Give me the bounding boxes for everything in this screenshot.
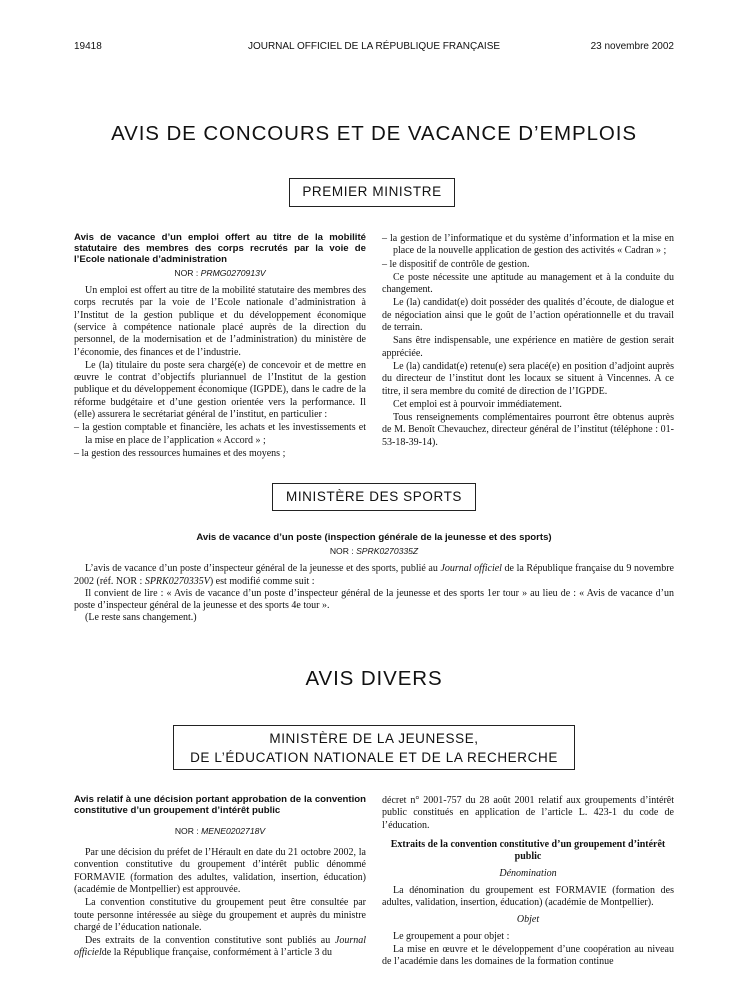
paragraph: Le (la) candidat(e) retenu(e) sera placé(e) en position d’adjoint auprès du directeur de l’institut dont les locaux se situent à Vincennes. A ce titre, il sera membre du comité de direction de l’IGPDE. — [382, 360, 674, 397]
running-header — [74, 41, 674, 55]
ministry-box-education — [173, 725, 575, 770]
section-title-concours: AVIS DE CONCOURS ET DE VACANCE D’EMPLOIS — [111, 122, 637, 145]
paragraph: La convention constitutive du groupement peut être consultée par toute personne intéressée au siège du groupement et auprès du ministre chargé de l’éducation nationale. — [74, 897, 366, 933]
paragraph: Il convient de lire : « Avis de vacance d’un poste d’inspecteur général de la jeunesse et des sports 1er tour » au lieu de : « Avis de vacance d’un poste d’inspecteur général de la jeunesse et des sports 4e tour ». — [74, 587, 674, 612]
paragraph: décret n° 2001-757 du 28 août 2001 relatif aux groupements d’intérêt public constitués en application de l’article L. 423-1 du code de l’éducation. — [382, 795, 674, 831]
subheading-denomination: Dénomination — [499, 868, 557, 880]
article-title: Avis relatif à une décision portant approbation de la convention constitutive d’un groupement d’intérêt public — [74, 794, 366, 816]
paragraph: Le groupement a pour objet : — [393, 930, 510, 942]
journal-title: JOURNAL OFFICIEL DE LA RÉPUBLIQUE FRANÇAISE — [247, 41, 501, 52]
article-mobilite-right-column — [382, 233, 674, 450]
paragraph: L’avis de vacance d’un poste d’inspecteur général de la jeunesse et des sports, publié au Journal officiel de la République française du 9 novembre 2002 (réf. NOR : SPRK0270335V) est modifié comme suit : — [74, 563, 674, 587]
ministry-box-premier-ministre: PREMIER MINISTRE — [289, 178, 455, 207]
article-title: Avis de vacance d’un emploi offert au titre de la mobilité statutaire des membres des corps recrutés par la voie de l’Ecole nationale d’administration — [74, 232, 366, 265]
paragraph: (Le reste sans changement.) — [85, 612, 197, 624]
paragraph: La mise en œuvre et le développement d’une coopération au niveau de l’académie dans les domaines de la formation continue — [382, 943, 674, 968]
article-gip-right-column — [382, 795, 674, 970]
list-item: – la gestion de l’informatique et du système d’information et la mise en place de la nouvelle application de gestion des activités « Cadran » ; — [382, 233, 674, 257]
issue-date: 23 novembre 2002 — [590, 41, 674, 52]
paragraph: Le (la) titulaire du poste sera chargé(e) de concevoir et de mettre en œuvre le contrat d’objectifs pluriannuel de l’Institut de la gestion publique et du développement économique (IGPDE), dans le cadre de la réforme budgétaire et d’une gestion orientée vers la performance. Il (elle) assurera le secrétariat général de l’institut, en particulier : — [74, 359, 366, 420]
nor-reference: NOR : SPRK0270335Z — [329, 545, 419, 556]
paragraph: Cet emploi est à pourvoir immédiatement. — [393, 398, 562, 410]
article-sports — [74, 533, 674, 625]
paragraph: Un emploi est offert au titre de la mobilité statutaire des membres des corps recrutés par la voie de l’Ecole nationale d’administration à l’Institut de la gestion publique et du développement économique (service à compétence nationale placé auprès de la direction du personnel, de la modernisation et de l’administration) du ministère de l’économie, des finances et de l’industrie. — [74, 285, 366, 358]
ministry-box-sports: MINISTÈRE DES SPORTS — [272, 483, 476, 511]
paragraph: Ce poste nécessite une aptitude au management et à la conduite du changement. — [382, 271, 674, 296]
subheading-objet: Objet — [516, 914, 540, 926]
paragraph: Tous renseignements complémentaires pourront être obtenus auprès de M. Benoît Chevauchez, directeur général de l’institut (téléphone : 01-53-18-39-14). — [382, 412, 674, 448]
ministry-line: DE L’ÉDUCATION NATIONALE ET DE LA RECHERCHE — [190, 750, 558, 765]
nor-reference: NOR : MENE0202718V — [174, 825, 266, 836]
list-item: – le dispositif de contrôle de gestion. — [382, 258, 530, 270]
ministry-line: MINISTÈRE DE LA JEUNESSE, — [269, 731, 479, 746]
paragraph: Des extraits de la convention constitutive sont publiés au Journal officielde la République française, conformément à l’article 3 du — [74, 935, 366, 959]
page-number: 19418 — [74, 41, 102, 52]
article-title: Avis de vacance d’un poste (inspection générale de la jeunesse et des sports) — [196, 532, 552, 543]
paragraph: La dénomination du groupement est FORMAVIE (formation des adultes, validation, insertion, éducation) (académie de Montpellier). — [382, 884, 674, 909]
list-item: – la gestion comptable et financière, les achats et les investissements et la mise en place de l’application « Accord » ; — [74, 422, 366, 446]
extract-title: Extraits de la convention constitutive d’un groupement d’intérêt public — [390, 838, 666, 863]
list-item: – la gestion des ressources humaines et des moyens ; — [74, 447, 286, 459]
nor-reference: NOR : PRMG0270913V — [174, 267, 266, 278]
section-title-avis-divers: AVIS DIVERS — [305, 667, 443, 690]
article-mobilite-left-column — [74, 233, 366, 461]
paragraph: Le (la) candidat(e) doit posséder des qualités d’écoute, de dialogue et de négociation ainsi que le goût de l’action opérationnelle et du travail de terrain. — [382, 297, 674, 334]
article-gip-left-column — [74, 795, 366, 961]
paragraph: Par une décision du préfet de l’Hérault en date du 21 octobre 2002, la convention constitutive du groupement d’intérêt public dénommé FORMAVIE (formation des adultes, validation, insertion, éducation) (académie de Montpellier) est approuvée. — [74, 847, 366, 895]
paragraph: Sans être indispensable, une expérience en matière de gestion serait appréciée. — [382, 335, 674, 359]
